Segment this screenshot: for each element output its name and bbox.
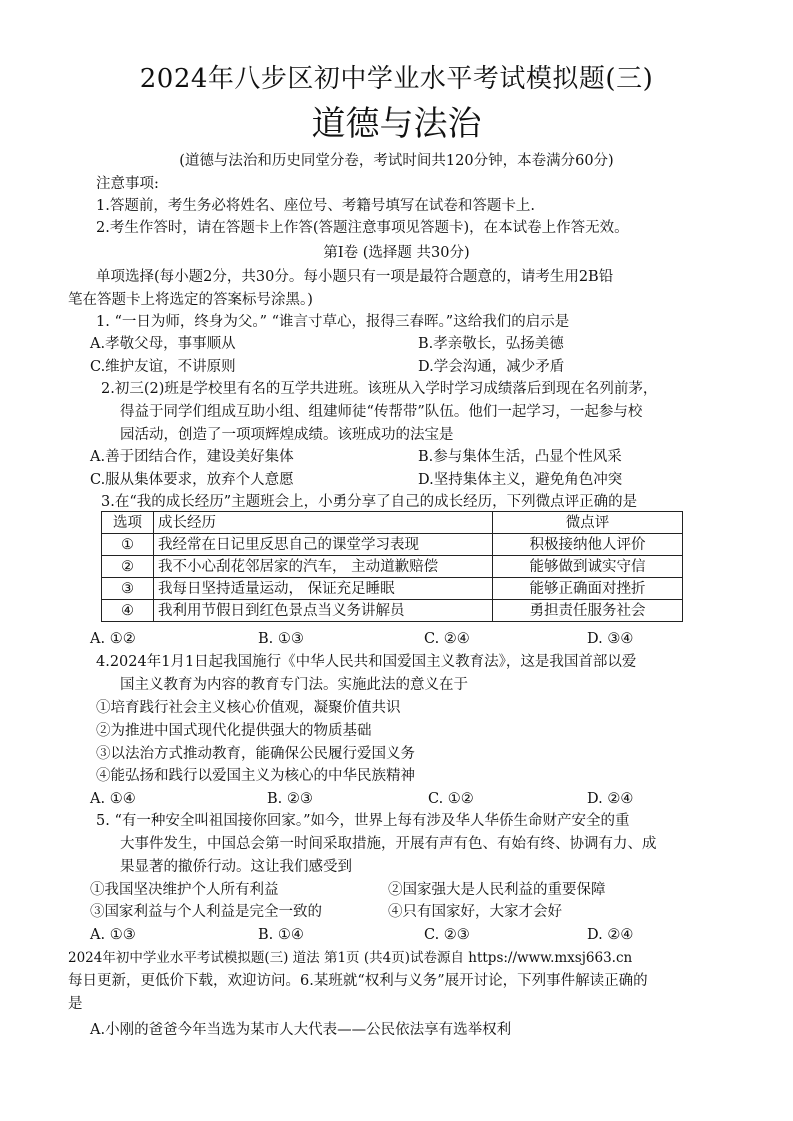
question-5-option-c: C. ②③	[424, 927, 470, 943]
question-3-option-b: B. ①③	[258, 631, 304, 647]
table-row	[102, 534, 683, 556]
question-5-statement-4: ④只有国家好，大家才会好	[388, 904, 562, 920]
table-cell: 我不小心刮花邻居家的汽车， 主动道歉赔偿	[154, 556, 493, 578]
question-5-statement-3: ③国家利益与个人利益是完全一致的	[90, 904, 322, 920]
table-row	[102, 556, 683, 578]
section-instruction-2: 笔在答题卡上将选定的答案标号涂黑。)	[68, 292, 313, 308]
notice-item-2: 2.考生作答时，请在答题卡上作答(答题注意事项见答题卡)，在本试卷上作答无效。	[96, 220, 629, 236]
table-cell: ②	[102, 556, 154, 578]
exam-note: (道德与法治和历史同堂分卷，考试时间共120分钟，本卷满分60分)	[179, 153, 614, 169]
question-4-statement-3: ③以法治方式推动教育，能确保公民履行爱国义务	[96, 746, 415, 762]
question-2-stem-line-1: 2.初三(2)班是学校里有名的互学共进班。该班从入学时学习成绩落后到现在名列前茅，	[101, 381, 658, 397]
question-5-stem-line-3: 果显著的撤侨行动。这让我们感受到	[120, 859, 352, 875]
table-cell: 我经常在日记里反思自己的课堂学习表现	[154, 534, 493, 556]
notice-item-1: 1.答题前，考生务必将姓名、座位号、考籍号填写在试卷和答题卡上.	[96, 198, 535, 214]
question-1-option-b: B.孝亲敬长，弘扬美德	[418, 336, 564, 352]
question-4-statement-2: ②为推进中国式现代化提供强大的物质基础	[96, 723, 372, 739]
question-1-stem: 1. “一日为师，终身为父。” “谁言寸草心，报得三春晖。”这给我们的启示是	[96, 314, 570, 330]
table-cell: 我利用节假日到红色景点当义务讲解员	[154, 600, 493, 622]
question-4-stem-line-1: 4.2024年1月1日起我国施行《中华人民共和国爱国主义教育法》，这是我国首部以爱	[96, 654, 637, 670]
question-4-option-b: B. ②③	[267, 791, 313, 807]
question-1-option-c: C.维护友谊，不讲原则	[90, 359, 236, 375]
question-5-stem-line-1: 5. “有一种安全叫祖国接你回家。”如今，世界上每有涉及华人华侨生命财产安全的重	[96, 813, 630, 829]
question-4-option-d: D. ②④	[587, 791, 634, 807]
question-5-option-a: A. ①③	[90, 927, 136, 943]
question-5-stem-line-2: 大事件发生，中国总会第一时间采取措施，开展有声有色、有始有终、协调有力、成	[120, 836, 657, 852]
question-4-statement-1: ①培育践行社会主义核心价值观，凝聚价值共识	[96, 700, 401, 716]
question-3-option-d: D. ③④	[587, 631, 634, 647]
question-2-option-b: B.参与集体生活，凸显个性风采	[418, 449, 622, 465]
table-header-cell: 微点评	[493, 512, 683, 534]
table-cell: 我每日坚持适量运动， 保证充足睡眠	[154, 578, 493, 600]
table-row	[102, 600, 683, 622]
table-header-cell: 选项	[102, 512, 154, 534]
table-cell: ③	[102, 578, 154, 600]
page-footer: 2024年初中学业水平考试模拟题(三) 道法 第1页 (共4页)试卷源自 https://www.mxsj663.cn	[68, 950, 633, 966]
question-3-table	[101, 511, 683, 622]
footer-continuation-line: 每日更新，更低价下载，欢迎访问。6.某班就“权利与义务”展开讨论，下列事件解读正确的	[68, 973, 648, 989]
question-5-option-b: B. ①④	[258, 927, 304, 943]
subject-title: 道德与法治	[311, 104, 482, 144]
question-2-option-a: A.善于团结合作，建设美好集体	[90, 449, 294, 465]
notice-heading: 注意事项:	[96, 176, 159, 192]
table-cell: ④	[102, 600, 154, 622]
table-cell: 积极接纳他人评价	[493, 534, 683, 556]
question-5-statement-1: ①我国坚决维护个人所有利益	[90, 882, 279, 898]
question-2-stem-line-2: 得益于同学们组成互助小组、组建师徒“传帮带”队伍。他们一起学习，一起参与校	[120, 404, 643, 420]
question-4-stem-line-2: 国主义教育为内容的教育专门法。实施此法的意义在于	[120, 677, 468, 693]
table-row	[102, 578, 683, 600]
question-2-option-c: C.服从集体要求，放弃个人意愿	[90, 472, 294, 488]
question-3-option-c: C. ②④	[424, 631, 470, 647]
question-3-stem: 3.在“我的成长经历”主题班会上，小勇分享了自己的成长经历，下列微点评正确的是	[101, 494, 638, 510]
question-3-option-a: A. ①②	[90, 631, 136, 647]
question-2-stem-line-3: 园活动，创造了一项项辉煌成绩。该班成功的法宝是	[120, 427, 454, 443]
question-4-option-c: C. ①②	[428, 791, 474, 807]
footer-continuation-line-2: 是	[68, 996, 83, 1012]
section-instruction-1: 单项选择(每小题2分，共30分。每小题只有一项是最符合题意的，请考生用2B铅	[96, 269, 614, 285]
table-cell: 能够做到诚实守信	[493, 556, 683, 578]
question-5-statement-2: ②国家强大是人民利益的重要保障	[388, 882, 606, 898]
question-4-statement-4: ④能弘扬和践行以爱国主义为核心的中华民族精神	[96, 768, 415, 784]
question-1-option-a: A.孝敬父母，事事顺从	[90, 336, 236, 352]
exam-title: 2024年八步区初中学业水平考试模拟题(三)	[139, 64, 654, 94]
table-cell: 能够正确面对挫折	[493, 578, 683, 600]
table-header-cell: 成长经历	[154, 512, 493, 534]
table-cell: ①	[102, 534, 154, 556]
question-1-option-d: D.学会沟通，减少矛盾	[418, 359, 565, 375]
question-5-option-d: D. ②④	[587, 927, 634, 943]
section-title: 第Ⅰ卷 (选择题 共30分)	[323, 245, 470, 261]
question-2-option-d: D.坚持集体主义，避免角色冲突	[418, 472, 623, 488]
question-6-option-a: A.小刚的爸爸今年当选为某市人大代表——公民依法享有选举权利	[90, 1022, 512, 1038]
question-4-option-a: A. ①④	[90, 791, 136, 807]
table-cell: 勇担责任服务社会	[493, 600, 683, 622]
table-header-row	[102, 512, 683, 534]
